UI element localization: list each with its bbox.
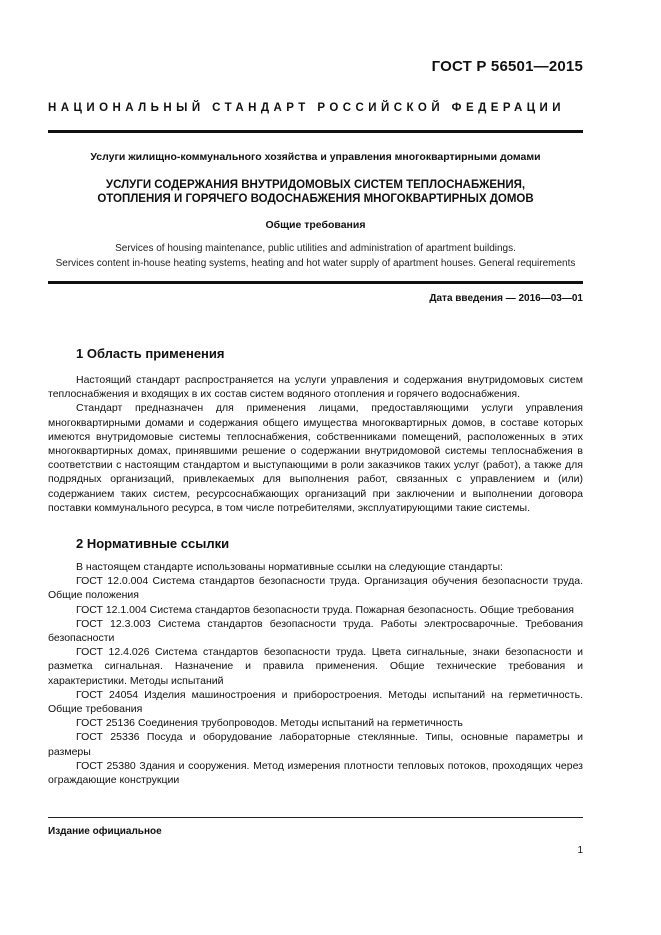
main-title-line2: ОТОПЛЕНИЯ И ГОРЯЧЕГО ВОДОСНАБЖЕНИЯ МНОГОКВАРТИРНЫХ ДОМОВ [97, 193, 534, 205]
english-title-line2: Services content in-house heating systems, heating and hot water supply of apartment houses. General requirements [55, 258, 576, 269]
official-edition-label: Издание официальное [48, 826, 162, 837]
page-number: 1 [577, 845, 583, 856]
general-requirements-title: Общие требования [265, 219, 366, 231]
standard-title: НАЦИОНАЛЬНЫЙ СТАНДАРТ РОССИЙСКОЙ ФЕДЕРАЦИИ [48, 102, 565, 114]
section-1-heading: 1 Область применения [76, 346, 225, 361]
reference-item: ГОСТ 25136 Соединения трубопроводов. Методы испытаний на герметичность [76, 717, 463, 730]
subject-line: Услуги жилищно-коммунального хозяйства и управления многоквартирными домами [90, 151, 541, 163]
main-title [48, 178, 583, 206]
reference-item: ГОСТ 12.3.003 Система стандартов безопасности труда. Работы электросварочные. Требования безопасности [48, 617, 583, 645]
english-title [48, 241, 583, 271]
reference-item: ГОСТ 25380 Здания и сооружения. Метод измерения плотности тепловых потоков, проходящих через ограждающие конструкции [48, 759, 583, 787]
reference-item: ГОСТ 25336 Посуда и оборудование лабораторные стеклянные. Типы, основные параметры и размеры [48, 731, 583, 758]
main-title-line1: УСЛУГИ СОДЕРЖАНИЯ ВНУТРИДОМОВЫХ СИСТЕМ ТЕПЛОСНАБЖЕНИЯ, [105, 179, 526, 191]
footer-rule [48, 817, 583, 818]
reference-item: ГОСТ 12.4.026 Система стандартов безопасности труда. Цвета сигнальные, знаки безопасности и разметка сигнальная. Назначение и правила применения. Общие технические требования и характеристики. Методы испытаний [48, 646, 583, 687]
reference-item: ГОСТ 24054 Изделия машиностроения и приборостроения. Методы испытаний на герметичность. Общие требования [48, 688, 583, 716]
reference-intro: В настоящем стандарте использованы нормативные ссылки на следующие стандарты: [76, 561, 503, 573]
section-1-paragraph-2: Стандарт предназначен для применения лицами, предоставляющими услуги управления многоквартирными домами и содержания общего имущества многоквартирных домов, в составе которых имеются внутридомовые системы теплоснабжения, собственниками помещений, расположенных в этих многоквартирных домах, принявшими решение о содержании внутридомовой системы теплоснабжения в соответствии с настоящим стандартом и выступающими в роли заказчиков таких услуг (работ), а также для подрядных организаций, привлекаемых для выполнения работ, связанных с управлением и (или) содержанием таких систем, ресурсоснабжающих организаций при заключении и выполнении договора поставки коммунального ресурса, в том числе потребителями, эксплуатирующими такие системы. [48, 402, 583, 514]
top-rule [48, 130, 583, 133]
reference-item: ГОСТ 12.1.004 Система стандартов безопасности труда. Пожарная безопасность. Общие требования [76, 603, 574, 616]
section-1-body [48, 373, 583, 515]
section-2-heading: 2 Нормативные ссылки [76, 536, 230, 551]
reference-item: ГОСТ 12.0.004 Система стандартов безопасности труда. Организация обучения безопасности труда. Общие положения [48, 575, 583, 602]
section-1-paragraph-1: Настоящий стандарт распространяется на услуги управления и содержания внутридомовых систем теплоснабжения и входящих в их состав систем водяного отопления и горячего водоснабжения. [48, 374, 583, 401]
document-number: ГОСТ Р 56501—2015 [431, 58, 583, 75]
title-rule [48, 281, 583, 284]
introduction-date: Дата введения — 2016—03—01 [429, 293, 583, 304]
section-2-body [48, 560, 583, 787]
english-title-line1: Services of housing maintenance, public utilities and administration of apartment buildings. [115, 243, 516, 254]
